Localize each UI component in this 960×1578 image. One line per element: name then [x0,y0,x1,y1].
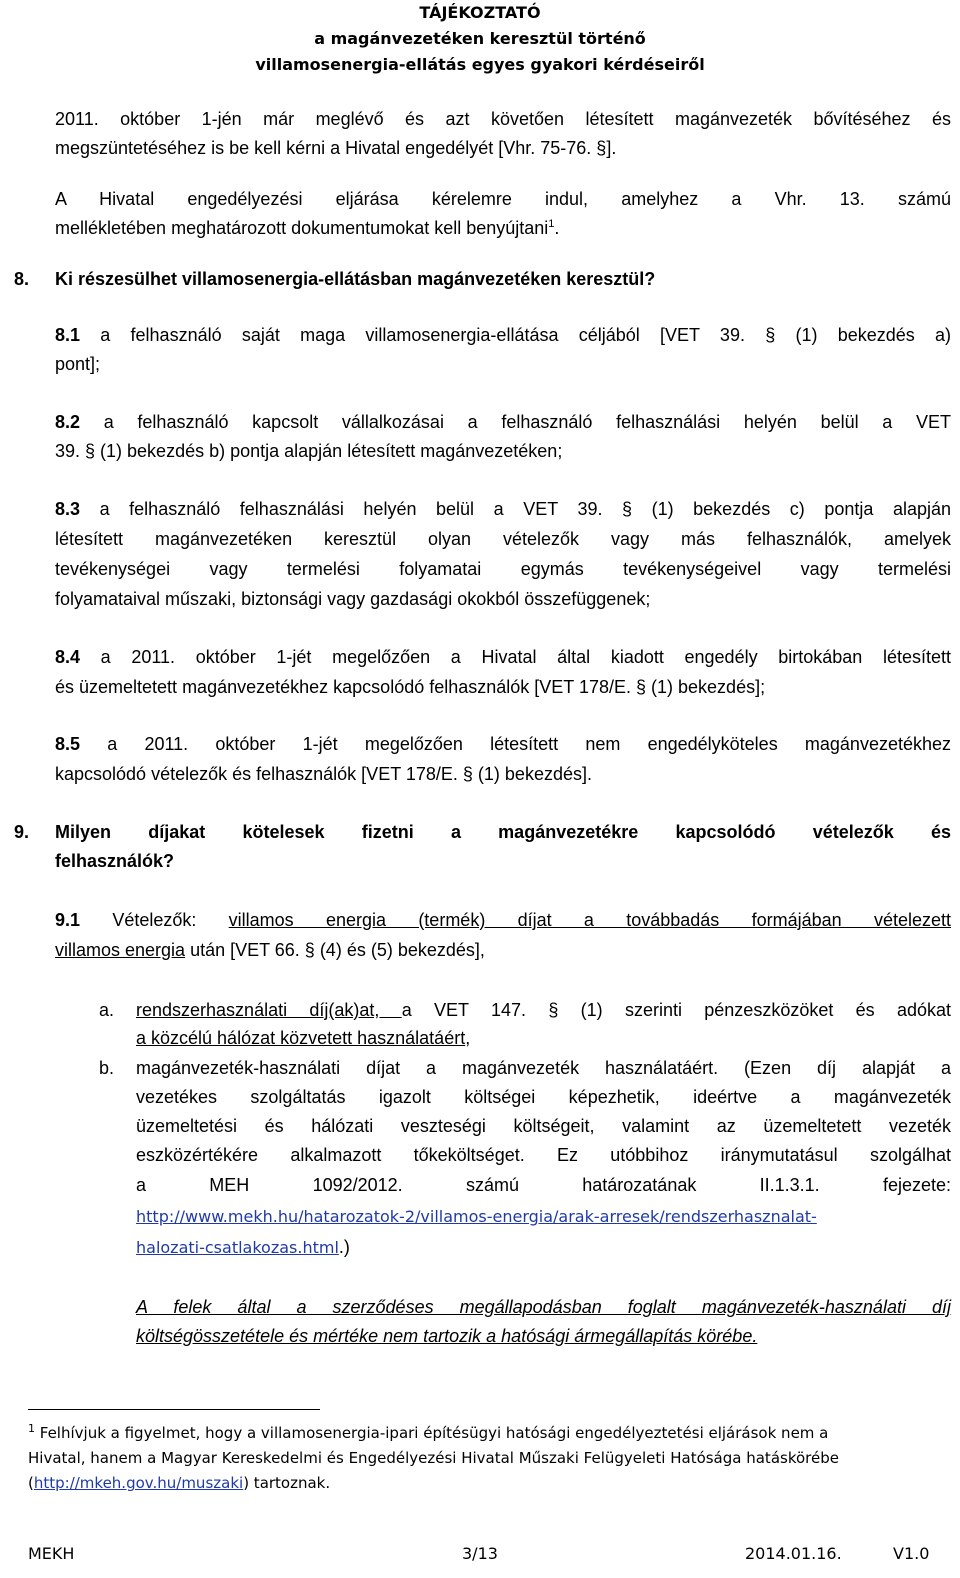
list-item-a-underlined: rendszerhasználati díj(ak)at, [136,1000,402,1020]
item-9-1-prefix: Vételezők: [80,910,229,930]
list-item-b-line5: a MEH 1092/2012. számú határozatának II.1.3.1. fejezete: [136,1175,951,1195]
footnote-line3 [28,1471,952,1496]
footnote-number: 1 [28,1422,35,1435]
item-8-5-line1 [55,730,951,759]
footnote-line1 [28,1421,952,1446]
footer-date: 2014.01.16. [745,1544,842,1563]
mekh-link-part2[interactable]: halozati-csatlakozas.html [136,1238,339,1257]
item-9-1-line1 [55,906,951,935]
section-9-title-line1: Milyen díjakat kötelesek fizetni a magánvezetékre kapcsolódó vételezők és [55,822,951,842]
para2-text: mellékletében meghatározott dokumentumokat kell benyújtani [55,218,549,238]
item-8-1-number: 8.1 [55,325,81,345]
footer-version: V1.0 [893,1544,930,1563]
item-8-4-number: 8.4 [55,647,81,667]
list-item-b-line2: vezetékes szolgáltatás igazolt költségei képezhetik, ideértve a magánvezeték [136,1087,951,1107]
italic-note-line1: A felek által a szerződéses megállapodásban foglalt magánvezeték-használati díj [136,1297,951,1317]
header-subtitle-2: villamosenergia-ellátás egyes gyakori kérdéseiről [255,55,705,74]
item-8-2-line1 [55,408,951,437]
footnote-text-3: ) tartoznak. [243,1474,331,1492]
item-8-4-line1 [55,643,951,672]
item-9-1-rest: után [VET 66. § (4) és (5) bekezdés], [185,940,485,960]
footnote-line2: Hivatal, hanem a Magyar Kereskedelmi és Engedélyezési Hivatal Műszaki Felügyeleti Hatósága hatáskörébe [28,1449,839,1467]
item-8-5-number: 8.5 [55,734,81,754]
item-8-2-number: 8.2 [55,412,81,432]
item-8-4-text: a 2011. október 1-jét megelőzően a Hivatal által kiadott engedély birtokában létesített [80,647,951,667]
item-8-1-line2: pont]; [55,354,101,374]
footnote-paren: ( [28,1474,34,1492]
footnote-separator [28,1409,320,1410]
item-8-3-line2: létesített magánvezetéken keresztül olyan vételezők vagy más felhasználók, amelyek [55,529,951,549]
list-item-b-line3: üzemeltetési és hálózati veszteségi költségeit, valamint az üzemeltetett vezeték [136,1116,951,1136]
italic-note-line2: költségösszetétele és mértéke nem tartozik a hatósági ármegállapítás körébe. [136,1326,758,1346]
footnote-text-1: Felhívjuk a figyelmet, hogy a villamosenergia-ipari építésügyi hatósági engedélyeztetési eljárások nem a [35,1424,829,1442]
item-8-1-text: a felhasználó saját maga villamosenergia-ellátása céljából [VET 39. § (1) bekezdés a) [80,325,951,345]
list-item-b-end: .) [338,1237,350,1257]
list-item-a-underlined-2: a közcélú hálózat közvetett használatáért [136,1028,466,1048]
item-8-3-line3: tevékenységei vagy termelési folyamatai egymás tevékenységeivel vagy termelési [55,559,951,579]
item-8-2-text: a felhasználó kapcsolt vállalkozásai a felhasználó felhasználási helyén belül a VET [80,412,951,432]
item-8-4-line2: és üzemeltetett magánvezetékhez kapcsolódó felhasználók [VET 178/E. § (1) bekezdés]; [55,677,766,697]
mekh-link-part1[interactable]: http://www.mekh.hu/hatarozatok-2/villamos-energia/arak-arresek/rendszerhasznalat- [136,1207,817,1226]
item-8-5-line2: kapcsolódó vételezők és felhasználók [VET 178/E. § (1) bekezdés]. [55,764,592,784]
item-8-3-number: 8.3 [55,499,81,519]
item-8-3-line1 [55,495,951,524]
section-8-number: 8. [14,269,30,289]
para2-end: . [554,218,560,238]
footnote-ref[interactable]: 1 [548,218,555,230]
list-item-b-line6 [136,1202,951,1231]
muszaki-link[interactable]: http://mkeh.gov.hu/muszaki [33,1474,244,1492]
item-9-1-underlined-2: villamos energia [55,940,186,960]
footer-org: MEKH [28,1544,75,1563]
list-label-a: a. [99,1000,115,1020]
item-8-2-line2: 39. § (1) bekezdés b) pontja alapján létesített magánvezetéken; [55,441,563,461]
header-subtitle-1: a magánvezetéken keresztül történő [314,29,646,48]
list-item-b-line7 [136,1233,951,1262]
item-8-3-line4: folyamataival műszaki, biztonsági vagy gazdasági okokból összefüggenek; [55,589,651,609]
section-8-title: Ki részesülhet villamosenergia-ellátásban magánvezetéken keresztül? [55,269,656,289]
item-8-1-line1 [55,321,951,350]
item-9-1-underlined: villamos energia (termék) díjat a továbbadás formájában vételezett [228,910,951,930]
item-9-1-number: 9.1 [55,910,81,930]
item-9-1-line2 [55,936,951,965]
para1-line2: megszüntetéséhez is be kell kérni a Hivatal engedélyét [Vhr. 75-76. §]. [55,138,617,158]
para2-line1: A Hivatal engedélyezési eljárása kérelemre indul, amelyhez a Vhr. 13. számú [55,189,951,209]
item-8-3-text: a felhasználó felhasználási helyén belül a VET 39. § (1) bekezdés c) pontja alapján [80,499,951,519]
footer-page-number: 3/13 [462,1544,498,1563]
list-item-a-line1 [136,996,951,1025]
list-item-b-line4: eszközértékére alkalmazott tőkeköltséget. Ez utóbbihoz iránymutatásul szolgálhat [136,1145,951,1165]
list-item-a-end: , [465,1028,471,1048]
para1-line1: 2011. október 1-jén már meglévő és azt követően létesített magánvezeték bővítéséhez és [55,109,951,129]
section-9-title-line2: felhasználók? [55,851,175,871]
list-item-b-line1: magánvezeték-használati díjat a magánvezeték használatáért. (Ezen díj alapját a [136,1058,951,1078]
item-8-5-text: a 2011. október 1-jét megelőzően létesített nem engedélyköteles magánvezetékhez [80,734,951,754]
list-item-a-line2 [136,1024,951,1053]
header-title: TÁJÉKOZTATÓ [419,3,541,22]
list-label-b: b. [99,1058,115,1078]
list-item-a-text: a VET 147. § (1) szerinti pénzeszközöket és adókat [401,1000,952,1020]
section-9-number: 9. [14,822,30,842]
para2-line2 [55,214,951,243]
